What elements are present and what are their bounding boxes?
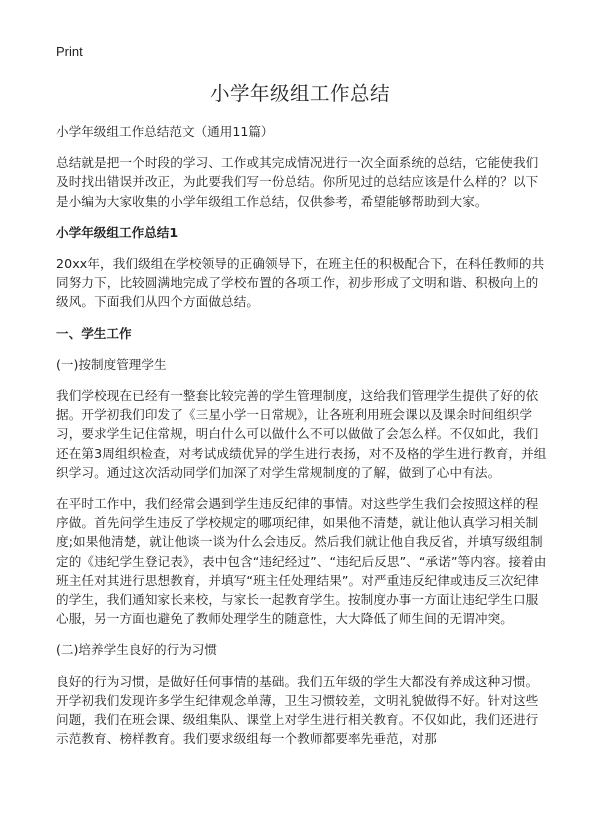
document-subtitle: 小学年级组工作总结范文（通用11篇） [56,124,274,139]
print-link[interactable]: Print [56,44,83,59]
paragraph-1: 20xx年，我们级组在学校领导的正确领导下，在班主任的积极配合下，在科任教师的共同努力下，比较圆满地完成了学校布置的各项工作，初步形成了文明和谐、积极向上的级风。下面我们从四个方面做总结。 [56,256,545,310]
document-body [56,122,548,748]
section-heading: 小学年级组工作总结1 [56,224,179,240]
subheading-manage-by-rules: (一)按制度管理学生 [56,356,167,372]
paragraph-3: 在平时工作中，我们经常会遇到学生违反纪律的事情。对这些学生我们会按照这样的程序做。首先问学生违反了学校规定的哪项纪律，如果他不清楚，就让他认真学习相关制度;如果他清楚，就让他谈一谈为什么会违反。然后我们就让他自我反省，并填写级组制定的《违纪学生登记表》，表中包含“违纪经过”、“违纪后反思”、“承诺”等内容。接着由班主任对其进行思想教育，并填写“班主任处理结果”。对严重违反纪律或违反三次纪律的学生，我们通知家长来校，与家长一起教育学生。按制度办事一方面让违纪学生口服心服，另一方面也避免了教师处理学生的随意性，大大降低了师生间的无谓冲突。 [56,496,547,627]
heading-student-work: 一、学生工作 [56,325,132,341]
intro-paragraph: 总结就是把一个时段的学习、工作或其完成情况进行一次全面系统的总结，它能使我们及时找出错误并改正，为此要我们写一份总结。你所见过的总结应该是什么样的？以下是小编为大家收集的小学年级组工作总结，仅供参考，希望能够帮助到大家。 [56,155,539,209]
document-title: 小学年级组工作总结 [209,82,390,105]
paragraph-4: 良好的行为习惯，是做好任何事情的基础。我们五年级的学生大都没有养成这种习惯。开学初我们发现许多学生纪律观念单薄，卫生习惯较差，文明礼貌做得不好。针对这些问题，我们在班会课、级组集队、课堂上对学生进行相关教育。不仅如此，我们还进行示范教育、榜样教育。我们要求级组每一个教师都要率先垂范，对那 [56,673,539,747]
subheading-good-habits: (二)培养学生良好的行为习惯 [56,642,217,658]
paragraph-2: 我们学校现在已经有一整套比较完善的学生管理制度，这给我们管理学生提供了好的依据。开学初我们印发了《三星小学一日常规》，让各班利用班会课以及课余时间组织学习，要求学生记住常规，明白什么可以做什么不可以做做了会怎么样。不仅如此，我们还在第3周组织检查，对考试成绩优异的学生进行表扬，对不及格的学生进行教育，并组织学习。通过这次活动同学们加深了对学生常规制度的了解，做到了心中有法。 [56,388,547,480]
